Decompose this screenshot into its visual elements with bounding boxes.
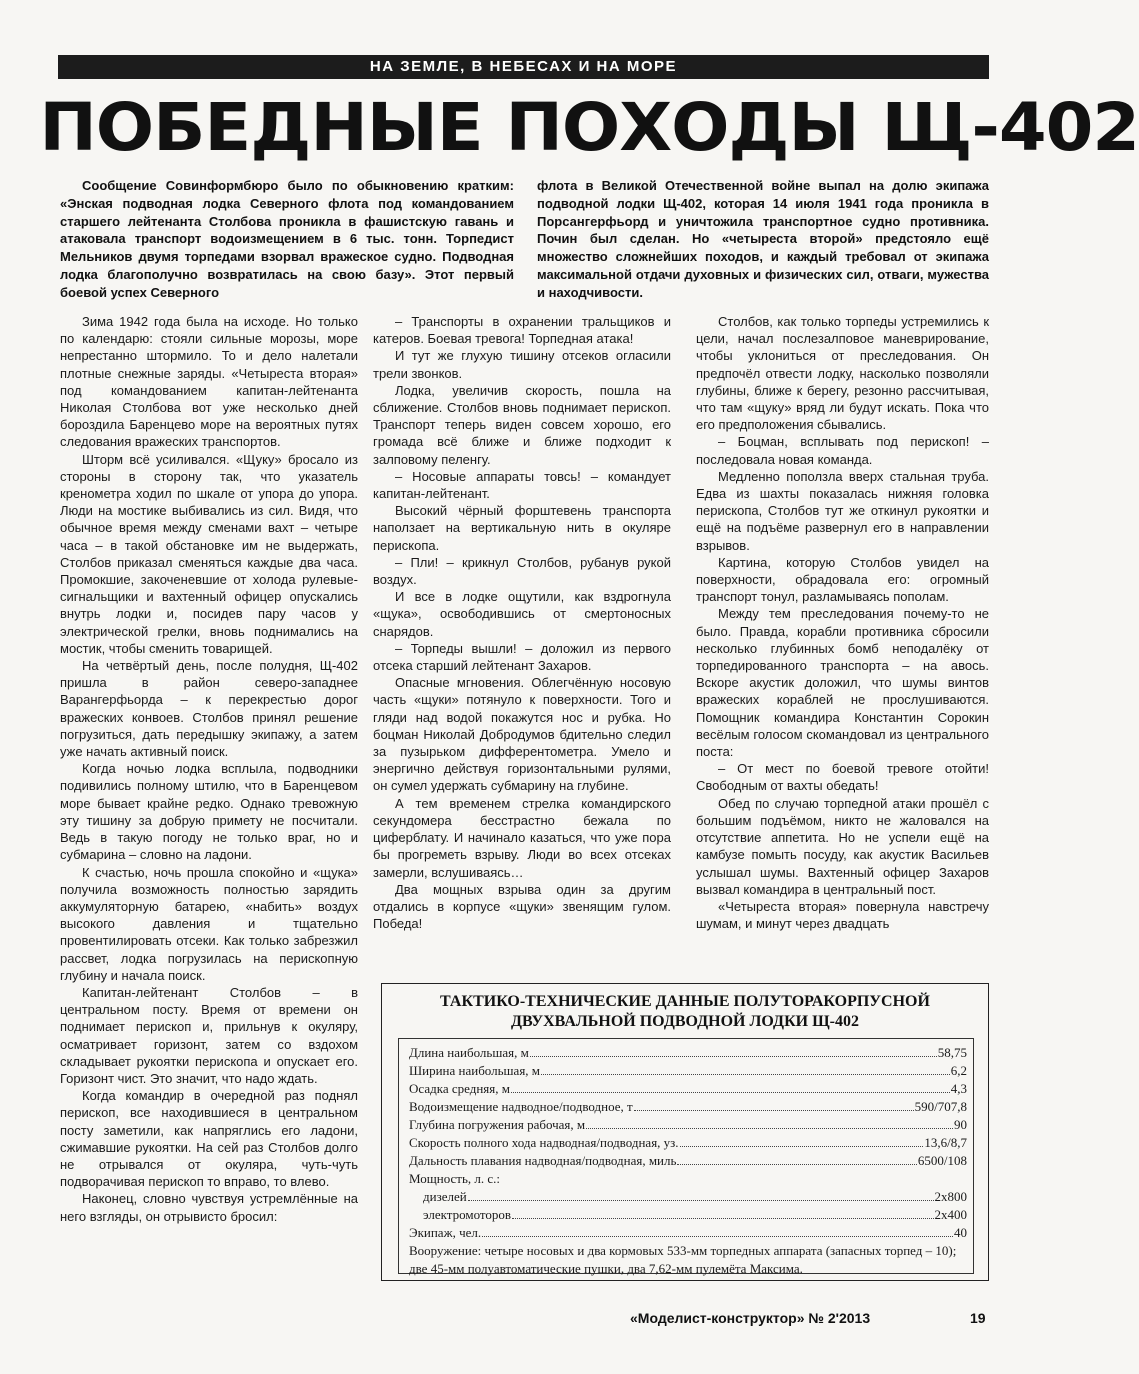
page-number: 19 <box>970 1310 986 1326</box>
paragraph: На четвёртый день, после полудня, Щ-402 пришла в район северо-западнее Варангерфьорда – к перекрестью дорог вражеских конвоев. Столбов принял решение погрузиться, дать передышку экипажу, а затем уже начать активный поиск. <box>60 658 358 760</box>
paragraph: Медленно поползла вверх стальная труба. Едва из шахты показалась нижняя головка перископа, Столбов тут же откинул рукоятки и ещё на подъёме развернул его в направлении взрывов. <box>696 468 989 553</box>
paragraph: Зима 1942 года была на исходе. Но только по календарю: стояли сильные морозы, море непрестанно штормило. То и дело налетали плотные снежные заряды. «Четыреста вторая» под командованием капитан-лейтенанта Николая Столбова вот уже несколько дней бороздила Баренцево море на вероятных путях следования вражеских транспортов. <box>60 314 358 450</box>
specs-list <box>409 1044 967 1278</box>
spec-row <box>409 1206 967 1224</box>
leader-dots <box>586 1118 953 1129</box>
specs-title-line: ДВУХВАЛЬНОЙ ПОДВОДНОЙ ЛОДКИ Щ-402 <box>510 1013 860 1030</box>
paragraph: Наконец, словно чувствуя устремлённые на него взгляды, он отрывисто бросил: <box>60 1191 358 1224</box>
paragraph: Когда ночью лодка всплыла, подводники подивились полному штилю, что в Баренцевом море бывает крайне редко. Однако тревожную эту тишину за добрую примету не посчитали. Ведь в такую погоду не только враг, но и субмарина – словно на ладони. <box>60 761 358 863</box>
specs-table <box>398 1038 974 1274</box>
spec-value: 2x800 <box>934 1189 967 1204</box>
leader-dots <box>482 1226 953 1237</box>
leader-dots <box>680 1136 924 1147</box>
spec-label: Осадка средняя, м <box>409 1081 510 1096</box>
spec-label: Ширина наибольшая, м <box>409 1063 541 1078</box>
text-column-2 <box>373 313 671 932</box>
paragraph: Лодка, увеличив скорость, пошла на сближение. Столбов вновь поднимает перископ. Транспорт теперь виден совсем хорошо, его громада всё ближе и ближе подходит к залповому пеленгу. <box>373 382 671 467</box>
lead-paragraph-left: Сообщение Совинформбюро было по обыкновению кратким: «Энская подводная лодка Северного флота под командованием старшего лейтенанта Столбова проникла в фашистскую гавань и атаковала транспорт водоизмещением в 6 тыс. тонн. Торпедист Мельников двумя торпедами взорвал вражеское судно. Подводная лодка благополучно возвратилась на свою базу». Этот первый боевой успех Северного <box>60 178 514 300</box>
spec-value: 590/707,8 <box>914 1099 967 1114</box>
leader-dots <box>511 1082 950 1093</box>
paragraph: К счастью, ночь прошла спокойно и «щука» получила возможность полностью зарядить аккумуляторную батарею, «набить» воздух высокого давления и тщательно провентилировать отсеки. Как только забрезжил рассвет, лодка погрузилась на перископную глубину и начала поиск. <box>60 864 358 983</box>
paragraph: Когда командир в очередной раз поднял перископ, все находившиеся в центральном посту заметили, как напряглись его ладони, сжимавшие рукоятки. На сей раз Столбов долго не отрывался от окуляра, чуть-чуть подворачивая перископ то вправо, то влево. <box>60 1088 358 1190</box>
paragraph: Шторм всё усиливался. «Щуку» бросало из стороны в сторону так, что указатель кренометра ходил по шкале от упора до упора. Люди на мостике выбивались из сил. Видя, что обычное время между сменами вахт – четыре часа – в такой обстановке им не выдержать, Столбов приказал сменяться каждые два часа. Промокшие, закоченевшие от холода рулевые-сигнальщики и вахтенный офицер опускались внутрь лодки и, посидев пару часов у электрической грелки, вновь поднимались на мостик, чтобы сменить товарищей. <box>60 451 358 656</box>
paragraph: Обед по случаю торпедной атаки прошёл с большим подъёмом, никто не жаловался на отсутствие аппетита. Но не успели ещё на камбузе помыть посуду, как акустик Васильев услышал шумы. Вахтенный офицер Захаров вызвал командира в центральный пост. <box>696 795 989 897</box>
paragraph: И тут же глухую тишину отсеков огласили трели звонков. <box>373 348 671 381</box>
leader-dots <box>512 1208 933 1219</box>
leader-dots <box>468 1190 934 1201</box>
paragraph: – Носовые аппараты товсь! – командует капитан-лейтенант. <box>373 468 671 502</box>
text-column-1 <box>60 313 358 1225</box>
spec-row <box>409 1062 967 1080</box>
spec-label: Длина наибольшая, м <box>409 1045 529 1060</box>
spec-value: 90 <box>954 1117 967 1132</box>
spec-armament: Вооружение: четыре носовых и два кормовых 533-мм торпедных аппарата (запасных торпед – 10); две 45-мм полуавтоматические пушки, два 7,62-мм пулемёта Максима. <box>409 1243 957 1276</box>
paragraph: – Торпеды вышли! – доложил из первого отсека старший лейтенант Захаров. <box>373 640 671 674</box>
paragraph: Опасные мгновения. Облегчённую носовую часть «щуки» потянуло к поверхности. Того и гляди над водой покажутся нос и рубка. Но боцман Николай Добродумов бдительно следил за пузырьком дифферентометра. Умело и энергично действуя горизонтальными рулями, он сумел удержать субмарину на глубине. <box>373 675 671 794</box>
spec-row <box>409 1134 967 1152</box>
leader-dots <box>677 1154 916 1165</box>
spec-label: Мощность, л. с.: <box>409 1171 501 1186</box>
paragraph: Высокий чёрный форштевень транспорта наползает на вертикальную нить в окуляре перископа. <box>373 503 671 553</box>
spec-row <box>409 1116 967 1134</box>
paragraph: – Пли! – крикнул Столбов, рубанув рукой воздух. <box>373 554 671 588</box>
spec-label: Экипаж, чел. <box>409 1225 482 1240</box>
spec-value: 6500/108 <box>917 1153 967 1168</box>
spec-row <box>409 1170 967 1188</box>
lead-paragraph-right: флота в Великой Отечественной войне выпал на долю экипажа подводной лодки Щ-402, которая 14 июля 1941 года проникла в Порсангерфьорд и уничтожила транспортное судно противника. Почин был сделан. Но «четыреста второй» предстояло ещё множество сложнейших походов, и каждый требовал от экипажа максимальной отдачи духовных и физических сил, отваги, мужества и находчивости. <box>537 178 989 300</box>
paragraph: Капитан-лейтенант Столбов – в центральном посту. Время от времени он поднимает перископ и, прильнув к окуляру, осматривает горизонт, затем со вздохом складывает рукоятки перископа и опускает его. Горизонт чист. Это значит, что надо ждать. <box>60 984 358 1086</box>
spec-row <box>409 1098 967 1116</box>
spec-row <box>409 1224 967 1242</box>
specs-title <box>382 992 988 1032</box>
spec-value: 2x400 <box>934 1207 967 1222</box>
paragraph: – От мест по боевой тревоге отойти! Свободным от вахты обедать! <box>696 761 989 794</box>
spec-value: 6,2 <box>950 1063 967 1078</box>
leader-dots <box>530 1046 937 1057</box>
paragraph: Столбов, как только торпеды устремились к цели, начал послезалповое маневрирование, чтобы уклониться от преследования. Он предпочёл отвести лодку, насколько позволяли глубины, ближе к берегу, резонно рассчитывая, что там «щуку» вряд ли будут искать. Пока что его предположения сбывались. <box>696 314 989 433</box>
spec-value: 13,6/8,7 <box>924 1135 967 1150</box>
spec-label: Глубина погружения рабочая, м <box>409 1117 586 1132</box>
paragraph: Картина, которую Столбов увидел на поверхности, обрадовала его: огромный транспорт тонул, разламываясь пополам. <box>696 554 989 605</box>
leader-dots <box>634 1100 914 1111</box>
paragraph: Между тем преследования почему-то не было. Правда, корабли противника сбросили несколько глубинных бомб неподалёку от торпедированного транспорта – на авось. Вскоре акустик доложил, что шумы винтов вражеских кораблей не прослушиваются. Помощник командира Константин Сорокин весёлым голосом скомандовал из центрального поста: <box>696 606 989 760</box>
spec-row <box>409 1152 967 1170</box>
section-rubric: НА ЗЕМЛЕ, В НЕБЕСАХ И НА МОРЕ <box>58 55 989 79</box>
text-column-3 <box>696 313 989 932</box>
magazine-issue: «Моделист-конструктор» № 2'2013 <box>630 1310 871 1326</box>
paragraph: – Боцман, всплывать под перископ! – последовала новая команда. <box>696 434 989 467</box>
article-title: ПОБЕДНЫЕ ПОХОДЫ Щ-402 <box>39 89 1139 166</box>
specs-title-line: ТАКТИКО-ТЕХНИЧЕСКИЕ ДАННЫЕ ПОЛУТОРАКОРПУСНОЙ <box>440 993 930 1010</box>
spec-value: 40 <box>954 1225 967 1240</box>
spec-label: электромоторов <box>423 1207 512 1222</box>
paragraph: И все в лодке ощутили, как вздрогнула «щука», освободившись от смертоносных снарядов. <box>373 589 671 639</box>
spec-label: дизелей <box>423 1189 467 1204</box>
spec-label: Скорость полного хода надводная/подводная, уз. <box>409 1135 679 1150</box>
spec-label: Водоизмещение надводное/подводное, т <box>409 1099 633 1114</box>
paragraph: А тем временем стрелка командирского секундомера бесстрастно бежала по циферблату. И начинало казаться, что уже пора бы прогреметь взрыву. Люди во всех отсеках замерли, вслушиваясь… <box>373 795 671 880</box>
paragraph: – Транспорты в охранении тральщиков и катеров. Боевая тревога! Торпедная атака! <box>373 314 671 347</box>
spec-row <box>409 1044 967 1062</box>
spec-row <box>409 1080 967 1098</box>
spec-value: 4,3 <box>950 1081 967 1096</box>
leader-dots <box>541 1064 950 1075</box>
spec-label: Дальность плавания надводная/подводная, миль <box>409 1153 677 1168</box>
spec-row <box>409 1188 967 1206</box>
specs-box <box>381 983 989 1281</box>
paragraph: Два мощных взрыва один за другим отдались в корпусе «щуки» звенящим гулом. Победа! <box>373 881 671 932</box>
spec-value: 58,75 <box>937 1045 967 1060</box>
paragraph: «Четыреста вторая» повернула навстречу шумам, и минут через двадцать <box>696 898 989 932</box>
